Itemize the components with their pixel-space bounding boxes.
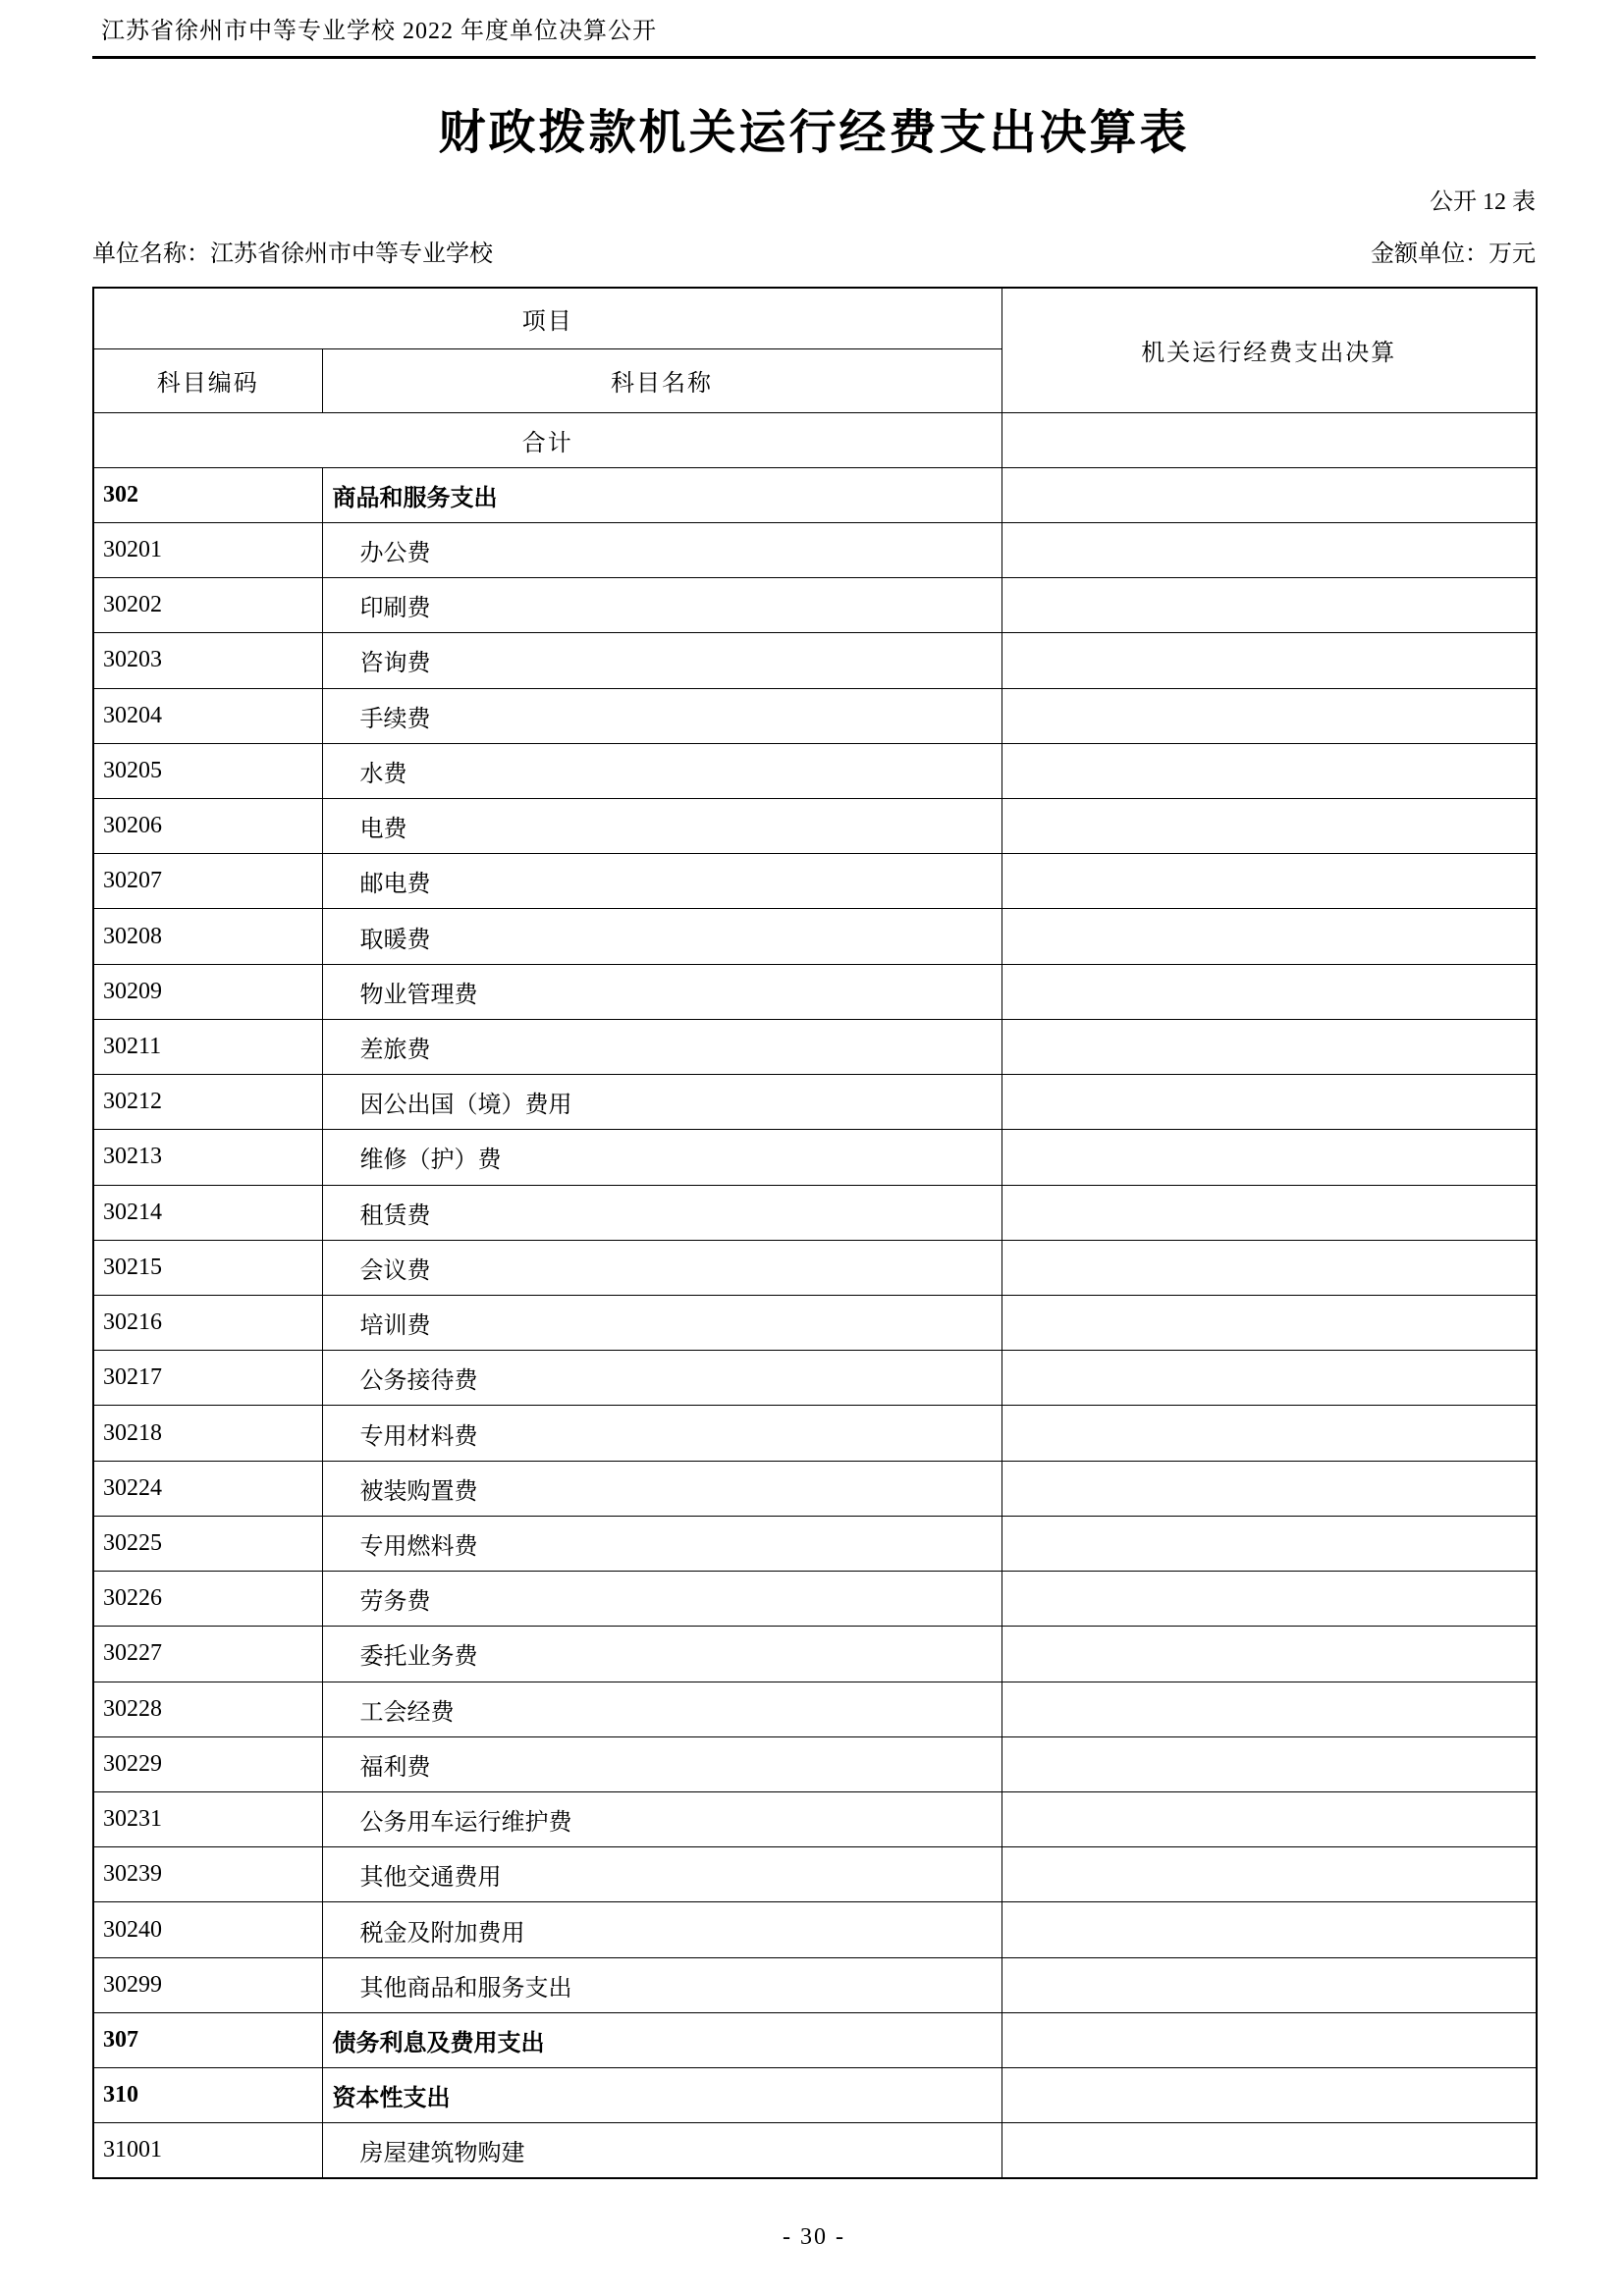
subject-name-cell: 公务接待费 xyxy=(322,1351,1001,1406)
value-cell xyxy=(1001,522,1537,577)
table-row xyxy=(93,1847,1537,1902)
subject-code-cell: 30227 xyxy=(93,1627,322,1682)
page-number: - 30 - xyxy=(783,2224,845,2250)
subject-name-cell: 因公出国（境）费用 xyxy=(322,1075,1001,1130)
subject-name-cell: 委托业务费 xyxy=(322,1627,1001,1682)
subject-code-cell: 30205 xyxy=(93,743,322,798)
value-cell xyxy=(1001,1351,1537,1406)
table-row xyxy=(93,633,1537,688)
unit-name xyxy=(92,238,493,271)
subject-name-cell: 维修（护）费 xyxy=(322,1130,1001,1185)
value-cell xyxy=(1001,467,1537,522)
subject-name-cell: 商品和服务支出 xyxy=(322,467,1001,522)
value-cell xyxy=(1001,743,1537,798)
table-number: 公开 12 表 xyxy=(1430,189,1536,215)
table-row xyxy=(93,1791,1537,1846)
subject-code-cell: 30231 xyxy=(93,1791,322,1846)
value-cell xyxy=(1001,1075,1537,1130)
subject-code-cell: 30226 xyxy=(93,1572,322,1627)
value-cell xyxy=(1001,1185,1537,1240)
value-cell xyxy=(1001,1627,1537,1682)
subject-name-cell: 手续费 xyxy=(322,688,1001,743)
subject-name-cell: 公务用车运行维护费 xyxy=(322,1791,1001,1846)
subject-name-cell: 差旅费 xyxy=(322,1019,1001,1074)
subject-name-cell: 办公费 xyxy=(322,522,1001,577)
table-row xyxy=(93,522,1537,577)
table-row xyxy=(93,2012,1537,2067)
header-project: 项目 xyxy=(93,288,1001,348)
unit-name-value: 江苏省徐州市中等专业学校 xyxy=(210,241,493,267)
unit-name-label: 单位名称： xyxy=(92,241,210,267)
table-row xyxy=(93,1296,1537,1351)
subject-name-cell: 水费 xyxy=(322,743,1001,798)
table-row xyxy=(93,1130,1537,1185)
subject-code-cell: 302 xyxy=(93,467,322,522)
table-row xyxy=(93,578,1537,633)
subject-code-cell: 30216 xyxy=(93,1296,322,1351)
amount-unit xyxy=(1371,238,1536,271)
table-row xyxy=(93,964,1537,1019)
subject-name-cell: 房屋建筑物购建 xyxy=(322,2123,1001,2178)
document-header: 江苏省徐州市中等专业学校 2022 年度单位决算公开 xyxy=(92,16,1536,59)
table-row xyxy=(93,1902,1537,1957)
subject-code-cell: 30224 xyxy=(93,1461,322,1516)
subject-code-cell: 30211 xyxy=(93,1019,322,1074)
subject-name-cell: 取暖费 xyxy=(322,909,1001,964)
subject-code-cell: 30218 xyxy=(93,1406,322,1461)
table-row xyxy=(93,1185,1537,1240)
value-cell xyxy=(1001,799,1537,854)
subject-code-cell: 30206 xyxy=(93,799,322,854)
table-row xyxy=(93,1516,1537,1571)
value-cell xyxy=(1001,1572,1537,1627)
header-agency-operating-expense: 机关运行经费支出决算 xyxy=(1001,288,1537,412)
value-cell xyxy=(1001,1406,1537,1461)
subject-name-cell: 专用材料费 xyxy=(322,1406,1001,1461)
subject-name-cell: 税金及附加费用 xyxy=(322,1902,1001,1957)
subject-code-cell: 30209 xyxy=(93,964,322,1019)
subject-code-cell: 30202 xyxy=(93,578,322,633)
table-row xyxy=(93,2068,1537,2123)
table-row xyxy=(93,1240,1537,1295)
subject-name-cell: 专用燃料费 xyxy=(322,1516,1001,1571)
value-cell xyxy=(1001,688,1537,743)
value-cell xyxy=(1001,633,1537,688)
table-row xyxy=(93,1075,1537,1130)
subject-code-cell: 30204 xyxy=(93,688,322,743)
table-row xyxy=(93,799,1537,854)
value-cell xyxy=(1001,1516,1537,1571)
subject-code-cell: 30217 xyxy=(93,1351,322,1406)
subject-code-cell: 307 xyxy=(93,2012,322,2067)
value-cell xyxy=(1001,2123,1537,2178)
subject-name-cell: 福利费 xyxy=(322,1736,1001,1791)
subject-name-cell: 咨询费 xyxy=(322,633,1001,688)
total-value-cell xyxy=(1001,412,1537,467)
subject-code-cell: 30240 xyxy=(93,1902,322,1957)
subject-code-cell: 30201 xyxy=(93,522,322,577)
value-cell xyxy=(1001,909,1537,964)
subject-code-cell: 30229 xyxy=(93,1736,322,1791)
subject-code-cell: 30225 xyxy=(93,1516,322,1571)
table-row xyxy=(93,1627,1537,1682)
value-cell xyxy=(1001,1847,1537,1902)
value-cell xyxy=(1001,2012,1537,2067)
table-header-row-1 xyxy=(93,288,1537,348)
table-row xyxy=(93,1572,1537,1627)
value-cell xyxy=(1001,1130,1537,1185)
value-cell xyxy=(1001,1736,1537,1791)
value-cell xyxy=(1001,1791,1537,1846)
subject-name-cell: 印刷费 xyxy=(322,578,1001,633)
expense-final-accounts-table xyxy=(92,287,1538,2179)
subject-code-cell: 30208 xyxy=(93,909,322,964)
table-row xyxy=(93,467,1537,522)
table-row xyxy=(93,2123,1537,2178)
table-row xyxy=(93,1736,1537,1791)
header-subject-code: 科目编码 xyxy=(93,348,322,412)
subject-code-cell: 31001 xyxy=(93,2123,322,2178)
subject-name-cell: 租赁费 xyxy=(322,1185,1001,1240)
subject-name-cell: 债务利息及费用支出 xyxy=(322,2012,1001,2067)
subject-code-cell: 30214 xyxy=(93,1185,322,1240)
unit-info-row xyxy=(92,238,1536,271)
subject-name-cell: 其他交通费用 xyxy=(322,1847,1001,1902)
subject-name-cell: 物业管理费 xyxy=(322,964,1001,1019)
table-row xyxy=(93,1957,1537,2012)
subject-name-cell: 工会经费 xyxy=(322,1682,1001,1736)
table-row xyxy=(93,743,1537,798)
subject-name-cell: 电费 xyxy=(322,799,1001,854)
value-cell xyxy=(1001,1682,1537,1736)
header-subject-name: 科目名称 xyxy=(322,348,1001,412)
table-row xyxy=(93,1019,1537,1074)
subject-name-cell: 被装购置费 xyxy=(322,1461,1001,1516)
value-cell xyxy=(1001,1902,1537,1957)
subject-name-cell: 劳务费 xyxy=(322,1572,1001,1627)
subject-code-cell: 30239 xyxy=(93,1847,322,1902)
value-cell xyxy=(1001,2068,1537,2123)
subject-code-cell: 310 xyxy=(93,2068,322,2123)
value-cell xyxy=(1001,1461,1537,1516)
table-row xyxy=(93,854,1537,909)
subject-name-cell: 会议费 xyxy=(322,1240,1001,1295)
table-row xyxy=(93,1406,1537,1461)
table-row xyxy=(93,1351,1537,1406)
subject-code-cell: 30213 xyxy=(93,1130,322,1185)
subject-name-cell: 培训费 xyxy=(322,1296,1001,1351)
total-label-cell: 合计 xyxy=(93,412,1001,467)
subject-name-cell: 邮电费 xyxy=(322,854,1001,909)
subject-name-cell: 资本性支出 xyxy=(322,2068,1001,2123)
table-row xyxy=(93,909,1537,964)
subject-code-cell: 30299 xyxy=(93,1957,322,2012)
subject-code-cell: 30212 xyxy=(93,1075,322,1130)
subject-name-cell: 其他商品和服务支出 xyxy=(322,1957,1001,2012)
value-cell xyxy=(1001,1019,1537,1074)
subject-code-cell: 30215 xyxy=(93,1240,322,1295)
subject-code-cell: 30207 xyxy=(93,854,322,909)
table-row xyxy=(93,688,1537,743)
amount-unit-value: 万元 xyxy=(1489,241,1536,267)
subject-code-cell: 30228 xyxy=(93,1682,322,1736)
value-cell xyxy=(1001,1296,1537,1351)
table-row xyxy=(93,1682,1537,1736)
value-cell xyxy=(1001,854,1537,909)
page-title: 财政拨款机关运行经费支出决算表 xyxy=(438,107,1190,159)
amount-unit-label: 金额单位： xyxy=(1371,241,1489,267)
value-cell xyxy=(1001,964,1537,1019)
subject-code-cell: 30203 xyxy=(93,633,322,688)
table-row xyxy=(93,1461,1537,1516)
total-row xyxy=(93,412,1537,467)
value-cell xyxy=(1001,1957,1537,2012)
value-cell xyxy=(1001,1240,1537,1295)
value-cell xyxy=(1001,578,1537,633)
